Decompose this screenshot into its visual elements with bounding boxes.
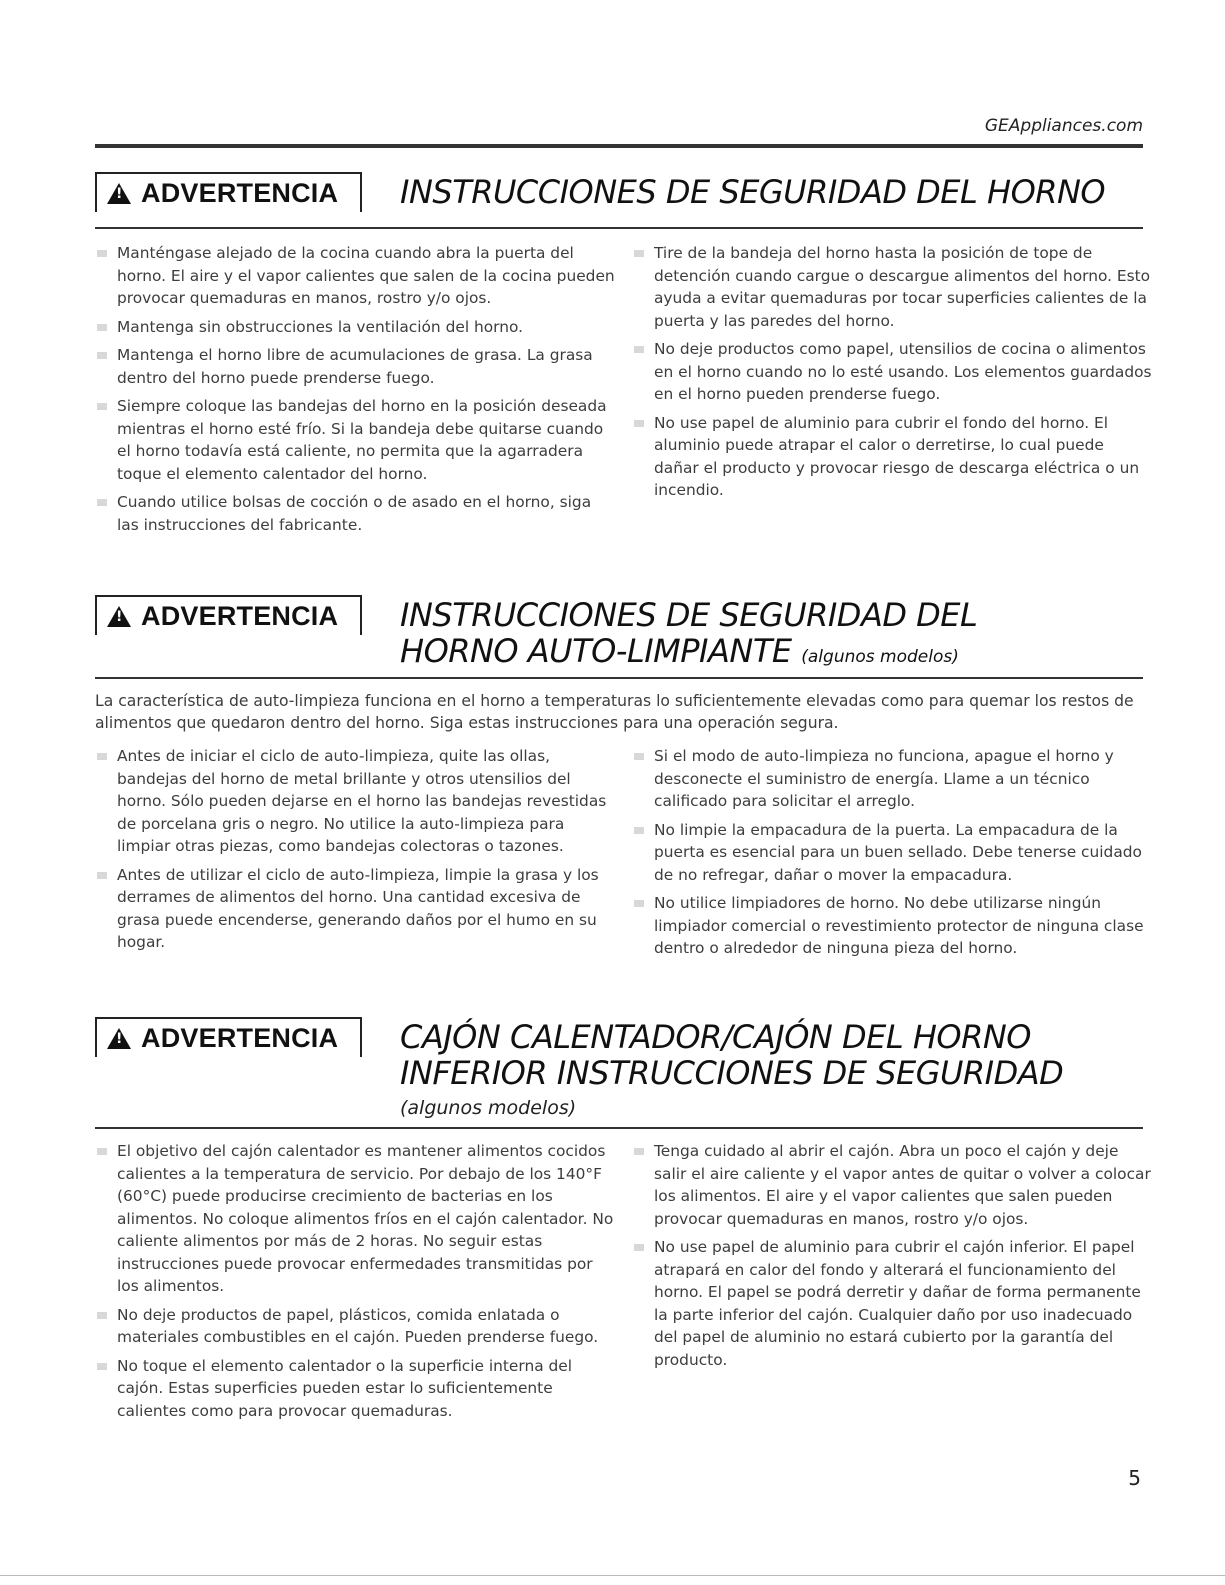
- right-column: [632, 242, 1152, 508]
- section-divider: [95, 227, 1143, 229]
- section-warming-drawer: [95, 1017, 1151, 1457]
- list-item: No deje productos como papel, utensilios de cocina o alimentos en el horno cuando no lo esté usando. Los elementos guardados en el horno pueden prenderse fuego.: [632, 338, 1152, 406]
- section-title-line: HORNO AUTO-LIMPIANTE: [400, 632, 792, 670]
- section-divider: [95, 1127, 1143, 1129]
- list-item: No limpie la empacadura de la puerta. La empacadura de la puerta es esencial para un buen sellado. Debe tenerse cuidado de no refregar, dañar o mover la empacadura.: [632, 819, 1152, 887]
- list-item: No deje productos de papel, plásticos, comida enlatada o materiales combustibles en el cajón. Pueden prenderse fuego.: [95, 1304, 615, 1349]
- list-item: Mantenga sin obstrucciones la ventilación del horno.: [95, 316, 615, 339]
- left-column: [95, 745, 615, 960]
- list-item: Antes de iniciar el ciclo de auto-limpieza, quite las ollas, bandejas del horno de metal brillante y otros utensilios del horno. Sólo pueden dejarse en el horno las bandejas revestidas de porcelana gris o negro. No utilice la auto-limpieza para limpiar otras piezas, como bandejas colectoras o tazones.: [95, 745, 615, 858]
- list-item: No use papel de aluminio para cubrir el fondo del horno. El aluminio puede atrapar el calor o derretirse, lo cual puede dañar el producto y provocar riesgo de descarga eléctrica o un incendio.: [632, 412, 1152, 502]
- section-title-line: CAJÓN CALENTADOR/CAJÓN DEL HORNO: [400, 1018, 1031, 1056]
- list-item: No use papel de aluminio para cubrir el cajón inferior. El papel atrapará en calor del fondo y alterará el funcionamiento del horno. El papel se podrá derretir y dañar de forma permanente la parte inferior del cajón. Cualquier daño por uso inadecuado del papel de aluminio no estará cubierto por la garantía del producto.: [632, 1236, 1152, 1371]
- section-title-line: INSTRUCCIONES DE SEGURIDAD DEL HORNO: [400, 173, 1106, 211]
- left-column: [95, 1140, 615, 1428]
- site-url: GEAppliances.com: [984, 116, 1143, 136]
- section-title: [400, 174, 1105, 210]
- warning-triangle-icon: [107, 606, 131, 627]
- bullet-list: [632, 745, 1152, 960]
- top-divider: [95, 144, 1143, 148]
- list-item: Tire de la bandeja del horno hasta la posición de tope de detención cuando cargue o descargue alimentos del horno. Esto ayuda a evitar quemaduras por tocar superficies calientes de la puerta y las paredes del horno.: [632, 242, 1152, 332]
- list-item: Mantenga el horno libre de acumulaciones de grasa. La grasa dentro del horno puede prenderse fuego.: [95, 344, 615, 389]
- left-column: [95, 242, 615, 542]
- warning-label: ADVERTENCIA: [141, 1022, 339, 1053]
- warning-badge: [95, 595, 362, 635]
- section-divider: [95, 677, 1143, 679]
- right-column: [632, 745, 1152, 966]
- bullet-list: [632, 242, 1152, 502]
- warning-badge: [95, 1017, 362, 1057]
- list-item: Antes de utilizar el ciclo de auto-limpieza, limpie la grasa y los derrames de alimentos del horno. Una cantidad excesiva de grasa puede encenderse, generando daños por el humo en su hogar.: [95, 864, 615, 954]
- section-title-line: INFERIOR INSTRUCCIONES DE SEGURIDAD: [400, 1054, 1064, 1092]
- section-title-note: (algunos modelos): [801, 647, 959, 667]
- warning-triangle-icon: [107, 1028, 131, 1049]
- list-item: Cuando utilice bolsas de cocción o de asado en el horno, siga las instrucciones del fabricante.: [95, 491, 615, 536]
- warning-badge: [95, 172, 362, 212]
- section-title: [400, 597, 977, 675]
- bullet-list: [632, 1140, 1152, 1371]
- bullet-list: [95, 242, 615, 536]
- list-item: Manténgase alejado de la cocina cuando abra la puerta del horno. El aire y el vapor calientes que salen de la cocina pueden provocar quemaduras en manos, rostro y/o ojos.: [95, 242, 615, 310]
- section-intro: La característica de auto-limpieza funciona en el horno a temperaturas lo suficientemente elevadas como para quemar los restos de alimentos que quedaron dentro del horno. Siga estas instrucciones para una operación segura.: [95, 692, 1134, 732]
- list-item: El objetivo del cajón calentador es mantener alimentos cocidos calientes a la temperatura de servicio. Por debajo de los 140°F (60°C) puede producirse crecimiento de bacterias en los alimentos. No coloque alimentos fríos en el cajón calentador. No caliente alimentos por más de 2 horas. No seguir estas instrucciones puede provocar enfermedades transmitidas por los alimentos.: [95, 1140, 615, 1298]
- section-subtitle: (algunos modelos): [400, 1097, 577, 1119]
- bullet-list: [95, 1140, 615, 1422]
- list-item: No utilice limpiadores de horno. No debe utilizarse ningún limpiador comercial o revestimiento protector de ninguna clase dentro o alrededor de ninguna pieza del horno.: [632, 892, 1152, 960]
- list-item: Siempre coloque las bandejas del horno en la posición deseada mientras el horno esté frío. Si la bandeja debe quitarse cuando el horno todavía está caliente, no permita que la agarradera toque el elemento calentador del horno.: [95, 395, 615, 485]
- section-oven-safety: [95, 172, 1152, 572]
- warning-label: ADVERTENCIA: [141, 600, 339, 631]
- list-item: No toque el elemento calentador o la superficie interna del cajón. Estas superficies pueden estar lo suficientemente calientes como para provocar quemaduras.: [95, 1355, 615, 1423]
- warning-triangle-icon: [107, 183, 131, 204]
- bullet-list: [95, 745, 615, 954]
- right-column: [632, 1140, 1152, 1377]
- section-title-line: INSTRUCCIONES DE SEGURIDAD DEL: [400, 596, 978, 634]
- section-title: [400, 1019, 1063, 1091]
- list-item: Tenga cuidado al abrir el cajón. Abra un poco el cajón y deje salir el aire caliente y el vapor antes de quitar o volver a colocar los alimentos. El aire y el vapor calientes que salen pueden provocar quemaduras en manos, rostro y/o ojos.: [632, 1140, 1152, 1230]
- scan-edge-line: [0, 1575, 1225, 1576]
- page-number: 5: [1128, 1466, 1141, 1490]
- section-self-clean: [95, 595, 1143, 995]
- section-title-line-2: [400, 633, 977, 675]
- list-item: Si el modo de auto-limpieza no funciona, apague el horno y desconecte el suministro de energía. Llame a un técnico calificado para solicitar el arreglo.: [632, 745, 1152, 813]
- warning-label: ADVERTENCIA: [141, 177, 339, 208]
